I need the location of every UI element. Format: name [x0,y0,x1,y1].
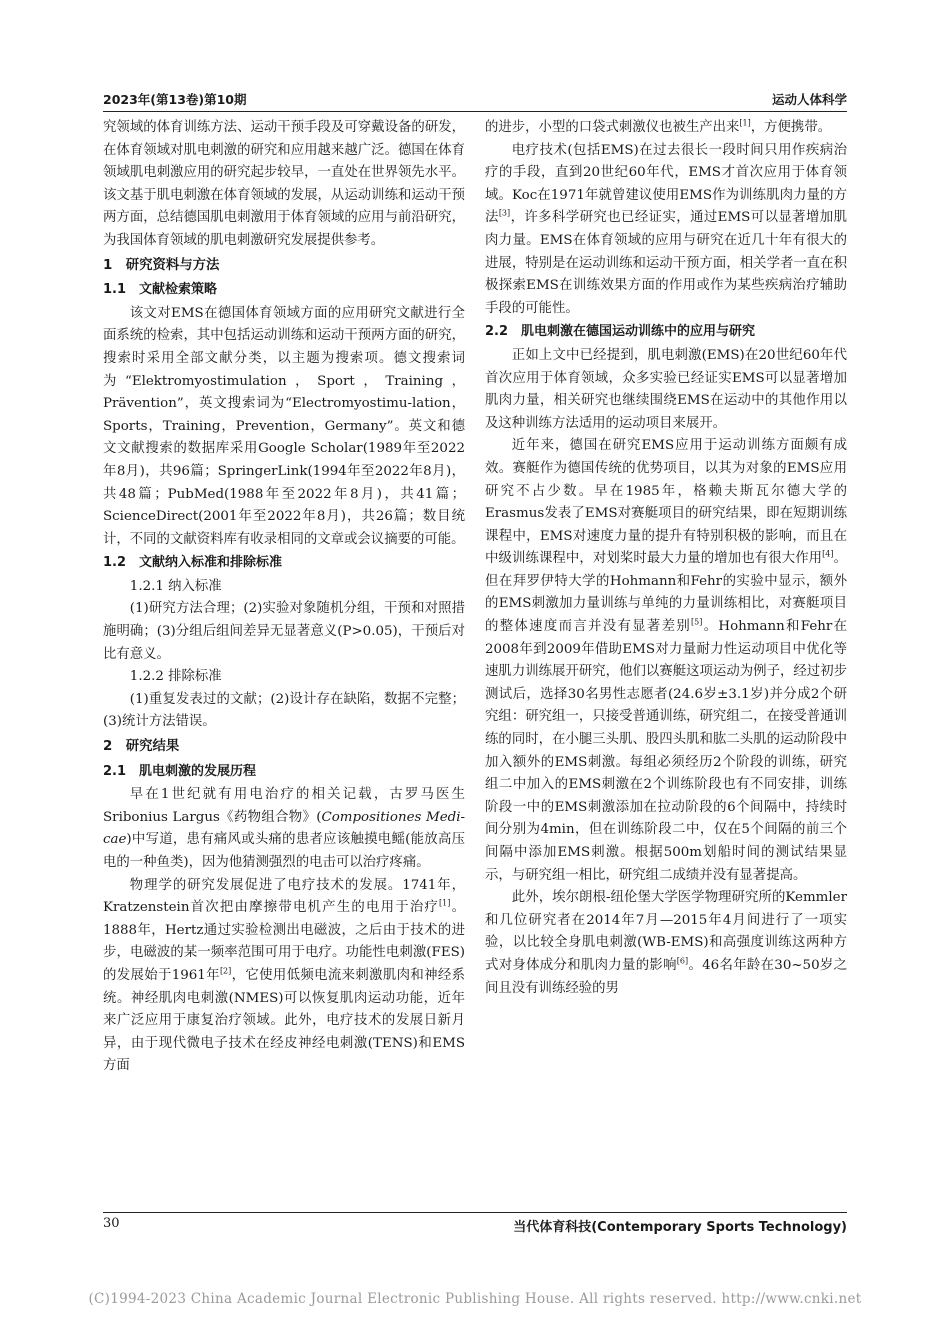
text-run: ，方便携带。 [750,120,832,135]
section-1-heading: 1 研究资料与方法 [103,257,220,273]
section-title: 运动人体科学 [771,92,847,107]
section-1-1-body: 该文对EMS在德国体育领域方面的应用研究文献进行全面系统的检索，其中包括运动训练和运动干预两方面的研究，搜索时采用全部文献分类，以主题为搜索项。德文搜索词为“Elektromyostimulation，Sport，Training，Prävention”，英文搜索词为“Electromyostimu-lation，Sports，Training，Prevention，Germany”。英文和德文文献搜索的数据库采用Google Scholar(1989年至2022年8月)，共96篇；SpringerLink(1994年至2022年8月)，共48篇；PubMed(1988年至2022年8月)，共41篇；ScienceDirect(2001年至2022年8月)，共26篇；数目统计，不同的文献资料库有收录相同的文章或会议摘要的可能。 [103,305,465,547]
text-run: 此外，埃尔朗根-纽伦堡大学医学物理研究所的Kemmler和几位研究者在2014年7月—2015年4月间进行了一项实验，以比较全身肌电刺激(WB-EMS)和高强度训练这两种方式对身体成分和肌肉力量的影响 [485,890,847,973]
intro-continuation: 究领域的体育训练方法、运动干预手段及可穿戴设备的研发，在体育领域对肌电刺激的研究和应用越来越广泛。德国在体育领域肌电刺激应用的研究起步较早，一直处在世界领先水平。该文基于肌电刺激在体育领域的发展，从运动训练和运动干预两方面，总结德国肌电刺激用于体育领域的应用与前沿研究，为我国体育领域的肌电刺激研究发展提供参考。 [103,120,465,248]
right-paragraph-4 [485,887,847,1000]
text-run: )中写道，患有痛风或头痛的患者应该触摸电鳐(能放高压电的一种鱼类)，因为他猜测强烈的电击可以治疗疼痛。 [103,832,465,870]
section-1-2-2-body: (1)重复发表过的文献；(2)设计存在缺陷，数据不完整；(3)统计方法错误。 [103,691,465,730]
section-1-1-heading: 1.1 文献检索策略 [103,282,218,298]
citation-ref[interactable]: [3] [498,208,511,218]
issue-info: 2023年(第13卷)第10期 [103,92,247,107]
page-number: 30 [103,1216,120,1231]
latin-title: Compositiones Medi-cae [103,809,465,848]
text-run: ，它使用低频电流来刺激肌肉和神经系统。神经肌肉电刺激(NMES)可以恢复肌肉运动功能，近年来广泛应用于康复治疗领域。此外，电疗技术的发展日新月异，由于现代微电子技术在经皮神经电刺激(TENS)和EMS方面 [103,967,466,1074]
section-2-heading: 2 研究结果 [103,739,180,755]
running-header [103,90,847,110]
text-run: 。1888年，Hertz通过实验检测出电磁波，之后由于技术的进步，电磁波的某一频率范围可用于电疗。功能性电刺激(FES)的发展始于1961年 [103,900,465,983]
left-column [103,117,465,1078]
right-column [485,117,847,1000]
right-continuation [485,117,847,140]
citation-ref[interactable]: [6] [676,956,689,966]
footer-rule [103,1212,847,1213]
text-run: 。46名年龄在30~50岁之间且没有训练经验的男 [485,957,847,996]
citation-ref[interactable]: [4] [822,549,834,559]
section-1-2-heading: 1.2 文献纳入标准和排除标准 [103,555,283,571]
text-run: 电疗技术(包括EMS)在过去很长一段时间只用作疾病治疗的手段，直到20世纪60年代，EMS才首次应用于体育领域。Koc在1971年就曾建议使用EMS作为训练肌肉力量的方法 [485,142,847,226]
text-run: ，许多科学研究也已经证实，通过EMS可以显著增加肌肉力量。EMS在体育领域的应用与研究在近几十年有很大的进展，特别是在运动训练和运动干预方面，相关学者一直在积极探索EMS在训练效果方面的作用或作为某些疾病治疗辅助手段的可能性。 [485,210,847,316]
copyright-watermark: (C)1994-2023 China Academic Journal Electronic Publishing House. All rights reserved. http://www.cnki.net [88,1291,862,1307]
text-run: 。Hohmann和Fehr在2008年到2009年借助EMS对力量耐力性运动项目中优化等速肌力训练展开研究，他们以赛艇这项运动为例子，经过初步测试后，选择30名男性志愿者(24.6岁±3.1岁)并分成2个研究组：研究组一，只接受普通训练，研究组二，在接受普通训练的同时，在小腿三头肌、股四头肌和肱二头肌的运动阶段中加入额外的EMS刺激。每组必须经历2个阶段的训练，研究组二中加入的EMS刺激在2个训练阶段也有不同安排，训练阶段一中的EMS刺激添加在拉动阶段的6个间隔中，持续时间分别为4min，但在训练阶段二中，仅在5个间隔的前三个间隔中添加EMS刺激。根据500m划船时间的测试结果显示，与研究组一相比，研究组二成绩并没有显著提高。 [485,619,847,883]
right-paragraph-2: 正如上文中已经提到，肌电刺激(EMS)在20世纪60年代首次应用于体育领域，众多实验已经证实EMS可以显著增加肌肉力量，相关研究也继续围绕EMS在运动中的其他作用以及这种训练方法适用的运动项目来展开。 [485,347,847,431]
section-1-2-2-heading: 1.2.2 排除标准 [129,669,222,685]
text-run: 早在1世纪就有用电治疗的相关记载，古罗马医生Sribonius Largus《药物组合物》( [103,787,465,825]
right-paragraph-3 [485,435,847,887]
citation-ref[interactable]: [2] [219,966,232,976]
citation-ref[interactable]: [5] [691,617,703,627]
text-run: 的进步，小型的口袋式刺激仪也被生产出来 [485,120,740,135]
section-1-2-1-body: (1)研究方法合理；(2)实验对象随机分组，干预和对照措施明确；(3)分组后组间差异无显著意义(P>0.05)，干预后对比有意义。 [103,601,465,662]
text-run: 物理学的研究发展促进了电疗技术的发展。1741年，Kratzenstein首次把由摩擦带电机产生的电用于治疗 [103,877,465,916]
right-paragraph-1 [485,140,847,321]
section-2-2-heading: 2.2 肌电刺激在德国运动训练中的应用与研究 [485,324,756,340]
running-footer [103,1216,847,1236]
citation-ref[interactable]: [1] [439,898,451,908]
section-1-2-1-heading: 1.2.1 纳入标准 [129,578,222,594]
text-run: 近年来，德国在研究EMS应用于运动训练方面颇有成效。赛艇作为德国传统的优势项目，以其为对象的EMS应用研究不占少数。早在1985年，格赖夫斯瓦尔德大学的Erasmus发表了EMS对赛艇项目的研究结果，即在短期训练课程中，EMS对速度力量的提升有特别积极的影响，而且在中级训练课程中，对划桨时最大力量的增加也有很大作用 [485,438,847,567]
text-run: 。但在拜罗伊特大学的Hohmann和Fehr的实验中显示，额外的EMS刺激加力量训练与单纯的力量训练相比，对赛艇项目的整体速度而言并没有显著差别 [485,551,848,635]
section-2-1-paragraph-2 [103,875,465,1078]
citation-ref[interactable]: [1] [739,118,751,128]
section-2-1-heading: 2.1 肌电刺激的发展历程 [103,763,257,779]
journal-name: 当代体育科技(Contemporary Sports Technology) [513,1220,847,1235]
header-rule [103,111,847,112]
section-2-1-paragraph-1 [103,784,465,874]
